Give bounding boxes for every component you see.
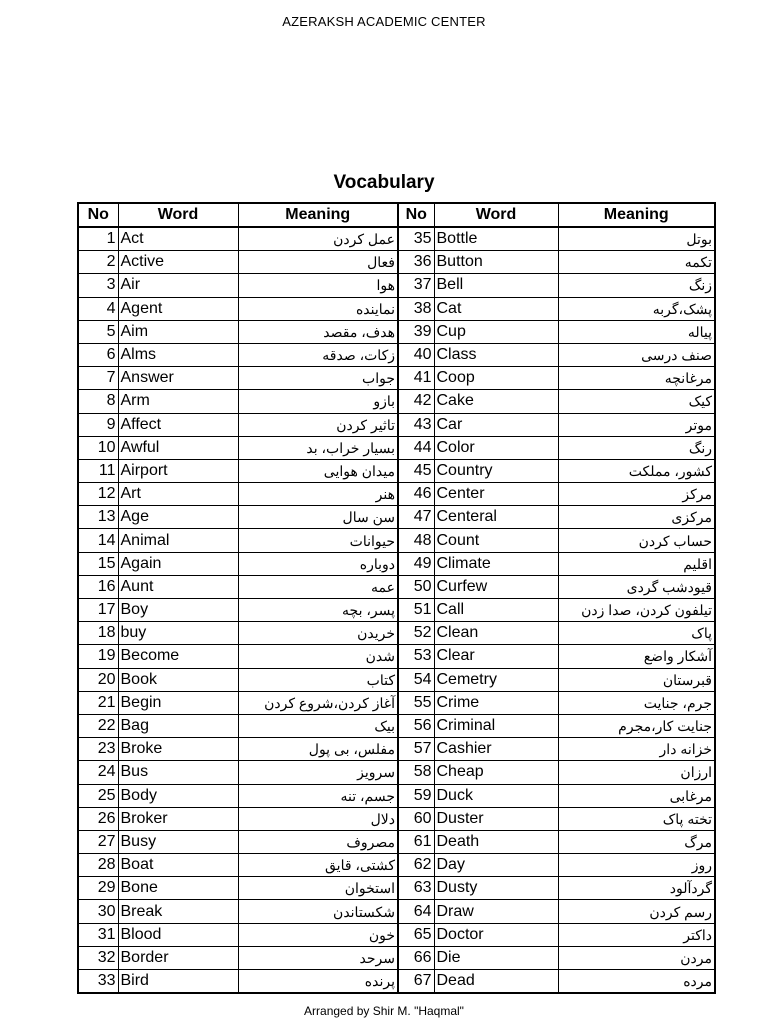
entry-meaning: زکات، صدقه xyxy=(238,343,398,366)
entry-meaning: بیک xyxy=(238,714,398,737)
entry-word: Count xyxy=(434,529,558,552)
entry-word: Center xyxy=(434,483,558,506)
entry-word: Bag xyxy=(118,714,238,737)
entry-word: Clean xyxy=(434,622,558,645)
entry-word: Broke xyxy=(118,738,238,761)
entry-meaning: هنر xyxy=(238,483,398,506)
entry-number: 5 xyxy=(78,320,118,343)
entry-word: Boat xyxy=(118,854,238,877)
entry-meaning: اقلیم xyxy=(558,552,715,575)
entry-meaning: آغاز کردن،شروع کردن xyxy=(238,691,398,714)
entry-word: Bird xyxy=(118,970,238,994)
entry-meaning: نماینده xyxy=(238,297,398,320)
entry-meaning: جواب xyxy=(238,367,398,390)
entry-number: 19 xyxy=(78,645,118,668)
entry-meaning: آشکار واضع xyxy=(558,645,715,668)
entry-meaning: گردآلود xyxy=(558,877,715,900)
entry-word: Art xyxy=(118,483,238,506)
entry-meaning: کشتی، قایق xyxy=(238,854,398,877)
entry-word: Crime xyxy=(434,691,558,714)
entry-word: Country xyxy=(434,459,558,482)
entry-word: Busy xyxy=(118,830,238,853)
entry-meaning: سن سال xyxy=(238,506,398,529)
entry-word: Criminal xyxy=(434,714,558,737)
entry-word: Cake xyxy=(434,390,558,413)
entry-meaning: خزانه دار xyxy=(558,738,715,761)
entry-word: Boy xyxy=(118,599,238,622)
entry-meaning: شکستاندن xyxy=(238,900,398,923)
entry-number: 49 xyxy=(398,552,434,575)
column-header-word-2: Word xyxy=(434,203,558,227)
entry-word: Age xyxy=(118,506,238,529)
entry-number: 41 xyxy=(398,367,434,390)
entry-word: Car xyxy=(434,413,558,436)
entry-meaning: مردن xyxy=(558,946,715,969)
table-row xyxy=(78,622,715,645)
entry-meaning: خون xyxy=(238,923,398,946)
column-header-meaning-2: Meaning xyxy=(558,203,715,227)
entry-word: Color xyxy=(434,436,558,459)
table-row xyxy=(78,320,715,343)
entry-number: 14 xyxy=(78,529,118,552)
table-row xyxy=(78,227,715,251)
entry-number: 17 xyxy=(78,599,118,622)
entry-word: Bottle xyxy=(434,227,558,251)
entry-word: Aunt xyxy=(118,575,238,598)
entry-word: Again xyxy=(118,552,238,575)
entry-meaning: رسم کردن xyxy=(558,900,715,923)
column-header-word: Word xyxy=(118,203,238,227)
entry-meaning: پسر، بچه xyxy=(238,599,398,622)
entry-number: 35 xyxy=(398,227,434,251)
entry-number: 56 xyxy=(398,714,434,737)
entry-number: 31 xyxy=(78,923,118,946)
entry-word: Cheap xyxy=(434,761,558,784)
entry-meaning: مرگ xyxy=(558,830,715,853)
table-row xyxy=(78,761,715,784)
entry-number: 7 xyxy=(78,367,118,390)
table-row xyxy=(78,251,715,274)
entry-meaning: جسم، تنه xyxy=(238,784,398,807)
table-row xyxy=(78,506,715,529)
entry-number: 6 xyxy=(78,343,118,366)
entry-meaning: روز xyxy=(558,854,715,877)
entry-number: 33 xyxy=(78,970,118,994)
entry-meaning: ارزان xyxy=(558,761,715,784)
table-row xyxy=(78,900,715,923)
entry-meaning: پیاله xyxy=(558,320,715,343)
page-header: AZERAKSH ACADEMIC CENTER xyxy=(282,14,486,29)
entry-number: 15 xyxy=(78,552,118,575)
table-row xyxy=(78,946,715,969)
entry-meaning: دلال xyxy=(238,807,398,830)
entry-meaning: هوا xyxy=(238,274,398,297)
entry-word: Class xyxy=(434,343,558,366)
entry-number: 20 xyxy=(78,668,118,691)
entry-word: Call xyxy=(434,599,558,622)
table-row xyxy=(78,367,715,390)
table-row xyxy=(78,877,715,900)
page-title: Vocabulary xyxy=(333,172,435,193)
entry-meaning: تکمه xyxy=(558,251,715,274)
entry-word: Act xyxy=(118,227,238,251)
vocabulary-table xyxy=(77,202,716,994)
entry-meaning: میدان هوایی xyxy=(238,459,398,482)
table-row xyxy=(78,599,715,622)
entry-word: Agent xyxy=(118,297,238,320)
entry-meaning: بسیار خراب، بد xyxy=(238,436,398,459)
entry-meaning: کشور، مملکت xyxy=(558,459,715,482)
table-row xyxy=(78,970,715,994)
entry-number: 52 xyxy=(398,622,434,645)
entry-meaning: سرویز xyxy=(238,761,398,784)
entry-word: Arm xyxy=(118,390,238,413)
entry-meaning: هدف، مقصد xyxy=(238,320,398,343)
entry-word: Bell xyxy=(434,274,558,297)
entry-word: Dusty xyxy=(434,877,558,900)
entry-number: 12 xyxy=(78,483,118,506)
entry-meaning: مرغانچه xyxy=(558,367,715,390)
entry-word: Centeral xyxy=(434,506,558,529)
entry-word: Clear xyxy=(434,645,558,668)
table-row xyxy=(78,459,715,482)
entry-meaning: پاک xyxy=(558,622,715,645)
table-row xyxy=(78,854,715,877)
entry-number: 51 xyxy=(398,599,434,622)
entry-number: 44 xyxy=(398,436,434,459)
entry-meaning: تیلفون کردن، صدا زدن xyxy=(558,599,715,622)
entry-number: 11 xyxy=(78,459,118,482)
entry-meaning: تاثیر کردن xyxy=(238,413,398,436)
entry-number: 63 xyxy=(398,877,434,900)
entry-meaning: پشک،گربه xyxy=(558,297,715,320)
entry-number: 26 xyxy=(78,807,118,830)
entry-number: 16 xyxy=(78,575,118,598)
entry-meaning: مرغابی xyxy=(558,784,715,807)
entry-number: 65 xyxy=(398,923,434,946)
entry-number: 61 xyxy=(398,830,434,853)
entry-number: 28 xyxy=(78,854,118,877)
entry-number: 30 xyxy=(78,900,118,923)
entry-number: 36 xyxy=(398,251,434,274)
entry-number: 40 xyxy=(398,343,434,366)
entry-number: 45 xyxy=(398,459,434,482)
entry-word: Doctor xyxy=(434,923,558,946)
table-row xyxy=(78,390,715,413)
entry-number: 38 xyxy=(398,297,434,320)
entry-meaning: صنف درسی xyxy=(558,343,715,366)
entry-meaning: استخوان xyxy=(238,877,398,900)
entry-meaning: مرکزی xyxy=(558,506,715,529)
entry-meaning: زنگ xyxy=(558,274,715,297)
entry-word: Cat xyxy=(434,297,558,320)
entry-number: 4 xyxy=(78,297,118,320)
entry-word: Answer xyxy=(118,367,238,390)
entry-number: 50 xyxy=(398,575,434,598)
table-row xyxy=(78,575,715,598)
entry-word: Coop xyxy=(434,367,558,390)
table-header-row xyxy=(78,203,715,227)
entry-meaning: عمل کردن xyxy=(238,227,398,251)
entry-number: 24 xyxy=(78,761,118,784)
entry-number: 25 xyxy=(78,784,118,807)
table-row xyxy=(78,297,715,320)
entry-number: 47 xyxy=(398,506,434,529)
entry-meaning: بازو xyxy=(238,390,398,413)
entry-number: 54 xyxy=(398,668,434,691)
entry-word: Become xyxy=(118,645,238,668)
entry-number: 37 xyxy=(398,274,434,297)
entry-meaning: قیودشب گردی xyxy=(558,575,715,598)
entry-meaning: موتر xyxy=(558,413,715,436)
entry-meaning: رنگ xyxy=(558,436,715,459)
entry-number: 32 xyxy=(78,946,118,969)
entry-word: Bus xyxy=(118,761,238,784)
entry-number: 55 xyxy=(398,691,434,714)
entry-word: Blood xyxy=(118,923,238,946)
entry-word: Climate xyxy=(434,552,558,575)
entry-word: Button xyxy=(434,251,558,274)
entry-number: 29 xyxy=(78,877,118,900)
entry-meaning: شدن xyxy=(238,645,398,668)
table-row xyxy=(78,529,715,552)
entry-number: 3 xyxy=(78,274,118,297)
table-row xyxy=(78,714,715,737)
entry-meaning: حساب کردن xyxy=(558,529,715,552)
entry-number: 8 xyxy=(78,390,118,413)
table-row xyxy=(78,552,715,575)
table-row xyxy=(78,274,715,297)
entry-word: Dead xyxy=(434,970,558,994)
entry-word: Cashier xyxy=(434,738,558,761)
entry-word: Animal xyxy=(118,529,238,552)
entry-number: 46 xyxy=(398,483,434,506)
table-row xyxy=(78,807,715,830)
entry-word: Cup xyxy=(434,320,558,343)
table-row xyxy=(78,483,715,506)
entry-word: Curfew xyxy=(434,575,558,598)
table-row xyxy=(78,413,715,436)
entry-number: 2 xyxy=(78,251,118,274)
page-footer: Arranged by Shir M. "Haqmal" xyxy=(304,1004,464,1018)
entry-number: 23 xyxy=(78,738,118,761)
entry-number: 22 xyxy=(78,714,118,737)
entry-meaning: خریدن xyxy=(238,622,398,645)
entry-number: 43 xyxy=(398,413,434,436)
table-row xyxy=(78,436,715,459)
entry-meaning: سرحد xyxy=(238,946,398,969)
entry-word: Day xyxy=(434,854,558,877)
entry-word: Bone xyxy=(118,877,238,900)
entry-meaning: پرنده xyxy=(238,970,398,994)
entry-number: 18 xyxy=(78,622,118,645)
table-row xyxy=(78,343,715,366)
entry-number: 21 xyxy=(78,691,118,714)
entry-meaning: بوتل xyxy=(558,227,715,251)
entry-word: Book xyxy=(118,668,238,691)
entry-number: 27 xyxy=(78,830,118,853)
entry-word: Die xyxy=(434,946,558,969)
entry-number: 42 xyxy=(398,390,434,413)
table-row xyxy=(78,784,715,807)
entry-number: 67 xyxy=(398,970,434,994)
entry-word: Cemetry xyxy=(434,668,558,691)
entry-number: 39 xyxy=(398,320,434,343)
column-header-no-2: No xyxy=(398,203,434,227)
entry-number: 59 xyxy=(398,784,434,807)
table-row xyxy=(78,691,715,714)
vocabulary-table-body xyxy=(78,227,715,993)
entry-word: Airport xyxy=(118,459,238,482)
entry-number: 58 xyxy=(398,761,434,784)
entry-meaning: فعال xyxy=(238,251,398,274)
entry-number: 9 xyxy=(78,413,118,436)
entry-meaning: عمه xyxy=(238,575,398,598)
table-row xyxy=(78,645,715,668)
entry-meaning: قبرستان xyxy=(558,668,715,691)
entry-meaning: جنایت کار،مجرم xyxy=(558,714,715,737)
entry-number: 64 xyxy=(398,900,434,923)
entry-meaning: داکتر xyxy=(558,923,715,946)
entry-word: Body xyxy=(118,784,238,807)
entry-meaning: تخته پاک xyxy=(558,807,715,830)
entry-word: Affect xyxy=(118,413,238,436)
entry-number: 66 xyxy=(398,946,434,969)
entry-number: 53 xyxy=(398,645,434,668)
entry-number: 1 xyxy=(78,227,118,251)
entry-word: Awful xyxy=(118,436,238,459)
entry-number: 13 xyxy=(78,506,118,529)
entry-number: 60 xyxy=(398,807,434,830)
entry-word: Alms xyxy=(118,343,238,366)
entry-meaning: مرکز xyxy=(558,483,715,506)
entry-number: 48 xyxy=(398,529,434,552)
entry-meaning: کتاب xyxy=(238,668,398,691)
entry-number: 62 xyxy=(398,854,434,877)
table-row xyxy=(78,738,715,761)
entry-meaning: کیک xyxy=(558,390,715,413)
table-row xyxy=(78,668,715,691)
entry-word: Break xyxy=(118,900,238,923)
entry-word: Air xyxy=(118,274,238,297)
entry-meaning: دوباره xyxy=(238,552,398,575)
entry-word: Duck xyxy=(434,784,558,807)
entry-word: buy xyxy=(118,622,238,645)
column-header-no: No xyxy=(78,203,118,227)
column-header-meaning: Meaning xyxy=(238,203,398,227)
entry-word: Border xyxy=(118,946,238,969)
entry-word: Begin xyxy=(118,691,238,714)
entry-number: 10 xyxy=(78,436,118,459)
entry-meaning: مفلس، بی پول xyxy=(238,738,398,761)
entry-meaning: جرم، جنایت xyxy=(558,691,715,714)
table-row xyxy=(78,923,715,946)
entry-word: Duster xyxy=(434,807,558,830)
entry-word: Active xyxy=(118,251,238,274)
entry-word: Draw xyxy=(434,900,558,923)
table-row xyxy=(78,830,715,853)
entry-meaning: مرده xyxy=(558,970,715,994)
entry-meaning: مصروف xyxy=(238,830,398,853)
entry-word: Aim xyxy=(118,320,238,343)
entry-word: Broker xyxy=(118,807,238,830)
entry-word: Death xyxy=(434,830,558,853)
entry-number: 57 xyxy=(398,738,434,761)
entry-meaning: حیوانات xyxy=(238,529,398,552)
